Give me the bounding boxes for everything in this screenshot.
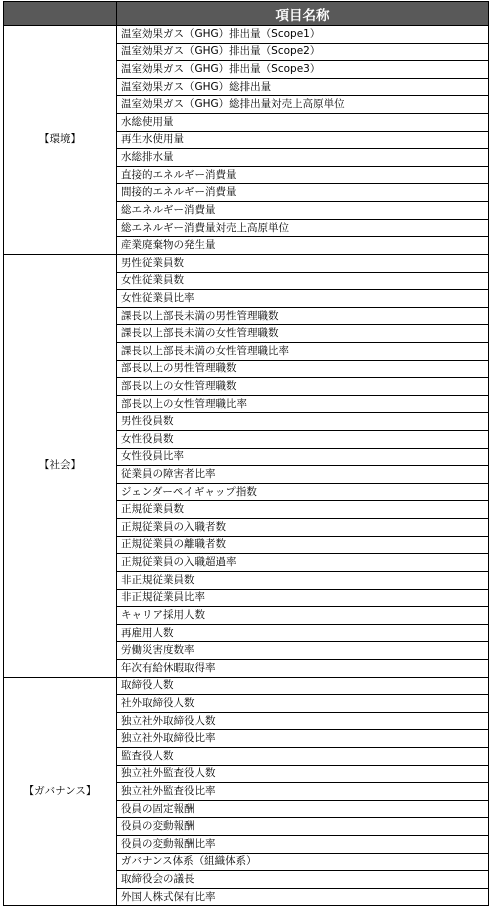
item-name-cell: 直接的エネルギー消費量 — [117, 166, 489, 184]
item-name-cell: 間接的エネルギー消費量 — [117, 184, 489, 202]
item-name-cell: 役員の変動報酬比率 — [117, 836, 489, 854]
item-name-cell: 正規従業員の入職者数 — [117, 519, 489, 537]
item-name-cell: 独立社外監査役人数 — [117, 765, 489, 783]
item-name-cell: 女性従業員数 — [117, 272, 489, 290]
item-name-cell: 独立社外取締役比率 — [117, 730, 489, 748]
item-name-cell: 男性従業員数 — [117, 254, 489, 272]
category-cell: 【ガバナンス】 — [4, 677, 117, 906]
table-row — [4, 254, 489, 272]
item-name-cell: 従業員の障害者比率 — [117, 466, 489, 484]
item-name-cell: 総エネルギー消費量 — [117, 202, 489, 220]
item-name-cell: 社外取締役人数 — [117, 695, 489, 713]
table-row — [4, 26, 489, 44]
table-body — [4, 26, 489, 906]
item-name-cell: 部長以上の男性管理職数 — [117, 360, 489, 378]
item-name-cell: 取締役人数 — [117, 677, 489, 695]
item-name-cell: 独立社外取締役人数 — [117, 712, 489, 730]
item-name-cell: 温室効果ガス（GHG）排出量（Scope1） — [117, 26, 489, 44]
item-name-cell: 部長以上の女性管理職数 — [117, 378, 489, 396]
item-name-cell: 温室効果ガス（GHG）総排出量 — [117, 78, 489, 96]
item-name-cell: 女性役員数 — [117, 431, 489, 449]
item-name-cell: 正規従業員数 — [117, 501, 489, 519]
item-name-cell: 再生水使用量 — [117, 131, 489, 149]
item-name-cell: 課長以上部長未満の女性管理職比率 — [117, 342, 489, 360]
category-cell: 【社会】 — [4, 254, 117, 677]
category-cell: 【環境】 — [4, 26, 117, 255]
item-name-cell: 部長以上の女性管理職比率 — [117, 395, 489, 413]
item-name-cell: 再雇用人数 — [117, 624, 489, 642]
item-name-cell: ジェンダーペイギャップ指数 — [117, 483, 489, 501]
item-name-cell: 監査役人数 — [117, 747, 489, 765]
item-name-cell: 年次有給休暇取得率 — [117, 659, 489, 677]
item-name-cell: 課長以上部長未満の女性管理職数 — [117, 325, 489, 343]
item-name-cell: 正規従業員の入職超過率 — [117, 554, 489, 572]
item-name-cell: キャリア採用人数 — [117, 607, 489, 625]
item-name-cell: 正規従業員の離職者数 — [117, 536, 489, 554]
item-name-cell: 男性役員数 — [117, 413, 489, 431]
item-name-cell: 外国人株式保有比率 — [117, 888, 489, 906]
item-name-cell: 水総排水量 — [117, 149, 489, 167]
item-name-cell: 温室効果ガス（GHG）排出量（Scope2） — [117, 43, 489, 61]
item-name-cell: 役員の固定報酬 — [117, 800, 489, 818]
category-column-header — [4, 2, 117, 26]
item-name-cell: 産業廃棄物の発生量 — [117, 237, 489, 255]
item-name-column-header: 項目名称 — [117, 2, 489, 26]
table-header-row — [4, 2, 489, 26]
item-name-cell: 取締役会の議長 — [117, 871, 489, 889]
item-name-cell: 女性役員比率 — [117, 448, 489, 466]
item-name-cell: 女性従業員比率 — [117, 290, 489, 308]
item-name-cell: 独立社外監査役比率 — [117, 783, 489, 801]
esg-item-table — [3, 1, 489, 906]
item-name-cell: 労働災害度数率 — [117, 642, 489, 660]
table-row — [4, 677, 489, 695]
item-name-cell: ガバナンス体系（組織体系） — [117, 853, 489, 871]
item-name-cell: 温室効果ガス（GHG）総排出量対売上高原単位 — [117, 96, 489, 114]
item-name-cell: 非正規従業員比率 — [117, 589, 489, 607]
item-name-cell: 水総使用量 — [117, 114, 489, 132]
item-name-cell: 役員の変動報酬 — [117, 818, 489, 836]
item-name-cell: 非正規従業員数 — [117, 571, 489, 589]
item-name-cell: 総エネルギー消費量対売上高原単位 — [117, 219, 489, 237]
item-name-cell: 課長以上部長未満の男性管理職数 — [117, 307, 489, 325]
item-name-cell: 温室効果ガス（GHG）排出量（Scope3） — [117, 61, 489, 79]
